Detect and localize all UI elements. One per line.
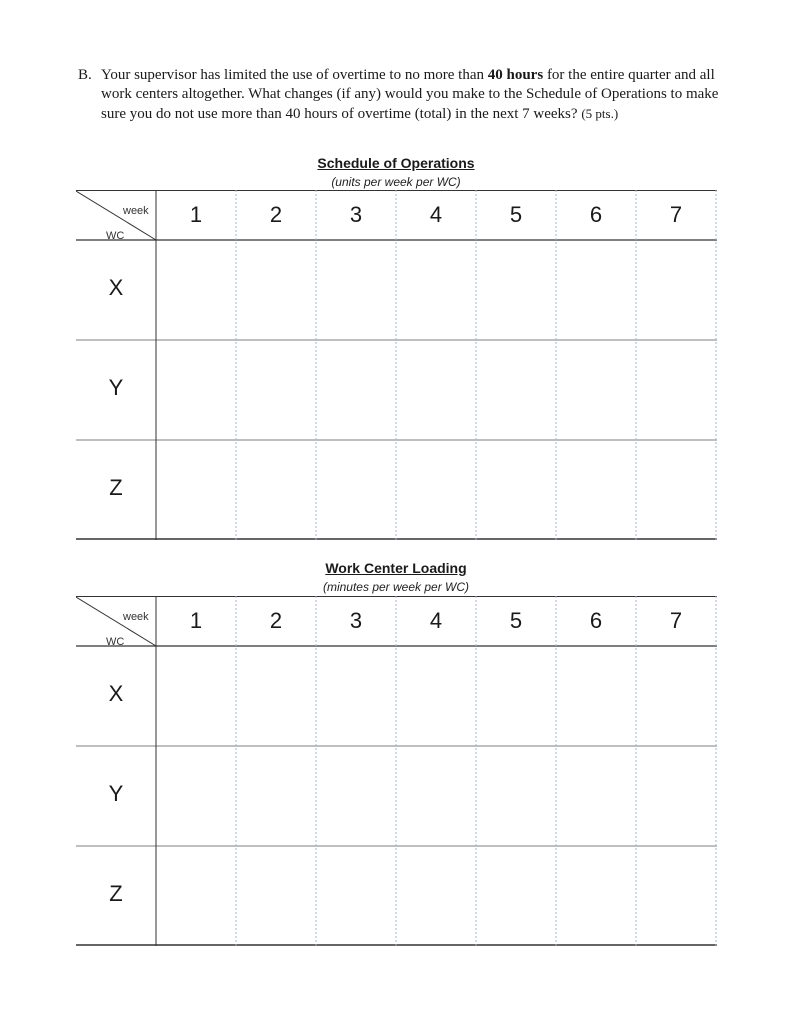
week-header-7: 7	[669, 202, 683, 227]
question-points: (5 pts.)	[581, 106, 619, 121]
corner-wc-label: WC	[106, 636, 125, 648]
week-header-1: 1	[189, 202, 203, 227]
week-header-6: 6	[589, 202, 603, 227]
week-header-2: 2	[269, 202, 283, 227]
row-label-y: Y	[108, 375, 124, 400]
schedule-subtitle: (units per week per WC)	[331, 175, 461, 189]
question-label: B.	[78, 67, 92, 83]
row-label-x: X	[108, 275, 124, 300]
row-label-y: Y	[108, 781, 124, 806]
schedule-title: Schedule of Operations	[317, 155, 475, 171]
corner-week-label: week	[123, 205, 149, 217]
work-center-loading-table	[76, 596, 717, 946]
loading-subtitle: (minutes per week per WC)	[322, 580, 470, 594]
week-header-1: 1	[189, 608, 203, 633]
row-label-x: X	[108, 681, 124, 706]
schedule-of-operations-table	[76, 190, 717, 540]
week-header-7: 7	[669, 608, 683, 633]
week-header-3: 3	[349, 608, 363, 633]
loading-title: Work Center Loading	[325, 560, 467, 576]
week-header-4: 4	[429, 202, 443, 227]
week-header-5: 5	[509, 202, 523, 227]
row-label-z: Z	[109, 881, 123, 906]
corner-wc-label: WC	[106, 230, 125, 242]
week-header-3: 3	[349, 202, 363, 227]
overtime-limit: 40 hours	[487, 67, 544, 83]
week-header-4: 4	[429, 608, 443, 633]
question-b	[78, 66, 728, 124]
schedule-grid-lines	[76, 190, 717, 540]
row-label-z: Z	[109, 475, 123, 500]
week-header-6: 6	[589, 608, 603, 633]
week-header-2: 2	[269, 608, 283, 633]
question-text: Your supervisor has limited the use of overtime to no more than 40 hours for the entire quarter and all work centers altogether. What changes (if any) would you make to the Schedule of Operations to make sure you do not use more than 40 hours of overtime (total) in the next 7 weeks? (5 pts.)	[101, 67, 719, 122]
corner-week-label: week	[123, 611, 149, 623]
loading-grid-lines	[76, 596, 717, 946]
week-header-5: 5	[509, 608, 523, 633]
